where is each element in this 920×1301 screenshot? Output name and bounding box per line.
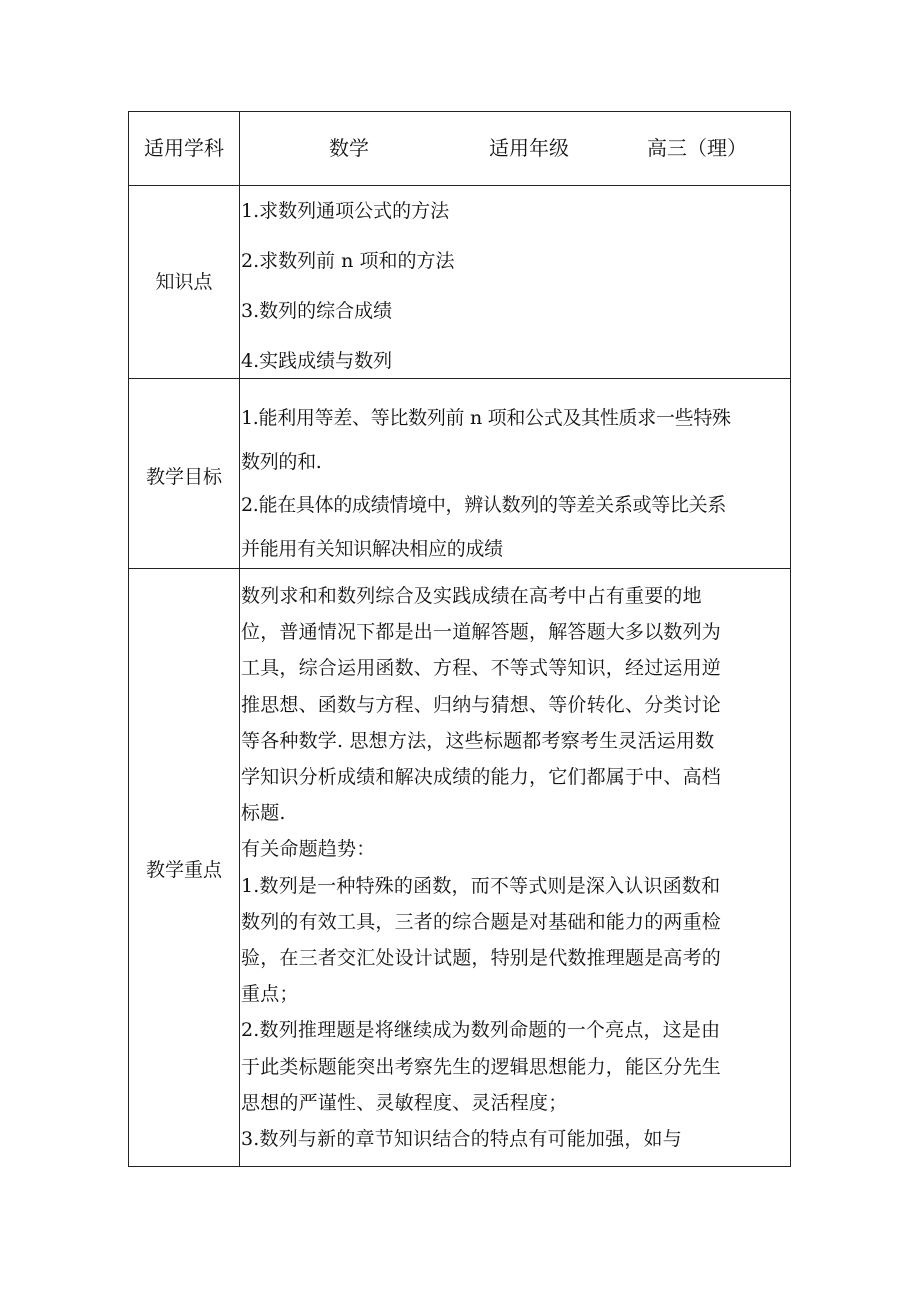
knowledge-item: 2.求数列前 n 项和的方法 bbox=[241, 250, 455, 272]
key-point-line: 数列的有效工具，三者的综合题是对基础和能力的两重检 bbox=[241, 910, 722, 933]
key-point-line: 重点； bbox=[241, 983, 299, 1006]
key-point-line: 验，在三者交汇处设计试题，特别是代数推理题是高考的 bbox=[241, 947, 722, 970]
column-divider bbox=[239, 186, 240, 1167]
key-point-line: 工具，综合运用函数、方程、不等式等知识，经过运用逆 bbox=[241, 657, 722, 680]
key-point-line: 于此类标题能突出考察先生的逻辑思想能力，能区分先生 bbox=[241, 1055, 722, 1078]
lesson-plan-table bbox=[128, 111, 791, 1167]
objective-line: 1.能利用等差、等比数列前 n 项和公式及其性质求一些特殊 bbox=[241, 407, 731, 429]
key-point-line: 数列求和和数列综合及实践成绩在高考中占有重要的地 bbox=[241, 585, 702, 607]
key-point-line: 1.数列是一种特殊的函数，而不等式则是深入认识函数和 bbox=[241, 874, 721, 897]
subject-label: 适用学科 bbox=[144, 136, 224, 160]
key-point-line: 有关命题趋势： bbox=[241, 838, 376, 861]
key-point-line: 标题. bbox=[241, 802, 286, 825]
key-point-line: 学知识分析成绩和解决成绩的能力，它们都属于中、高档 bbox=[241, 766, 722, 789]
key-point-line: 2.数列推理题是将继续成为数列命题的一个亮点，这是由 bbox=[241, 1019, 721, 1042]
key-point-line: 等各种数学. 思想方法，这些标题都考察考生灵活运用数 bbox=[241, 729, 715, 752]
knowledge-item: 1.求数列通项公式的方法 bbox=[241, 200, 450, 222]
knowledge-item: 4.实践成绩与数列 bbox=[241, 350, 393, 372]
objectives-label: 教学目标 bbox=[145, 466, 222, 488]
objective-line: 2.能在具体的成绩情境中，辨认数列的等差关系或等比关系 bbox=[241, 494, 727, 516]
objective-line: 并能用有关知识解决相应的成绩 bbox=[241, 537, 503, 560]
key-point-line: 推思想、函数与方程、归纳与猜想、等价转化、分类讨论 bbox=[241, 693, 722, 716]
grade-value: 高三（理） bbox=[647, 136, 747, 160]
column-divider bbox=[239, 112, 240, 185]
key-points-text bbox=[241, 578, 788, 1157]
key-point-line: 思想的严谨性、灵敏程度、灵活程度； bbox=[241, 1091, 568, 1114]
key-point-line: 3.数列与新的章节知识结合的特点有可能加强，如与 bbox=[241, 1128, 682, 1151]
objective-line: 数列的和. bbox=[241, 450, 322, 473]
key-points-label: 教学重点 bbox=[145, 859, 222, 881]
grade-label: 适用年级 bbox=[489, 136, 569, 160]
objectives-text bbox=[241, 397, 788, 571]
key-point-line: 位，普通情况下都是出一道解答题，解答题大多以数列为 bbox=[241, 621, 722, 644]
knowledge-label: 知识点 bbox=[155, 271, 213, 293]
knowledge-list bbox=[241, 186, 788, 386]
knowledge-item: 3.数列的综合成绩 bbox=[241, 300, 393, 322]
subject-value: 数学 bbox=[329, 136, 369, 160]
